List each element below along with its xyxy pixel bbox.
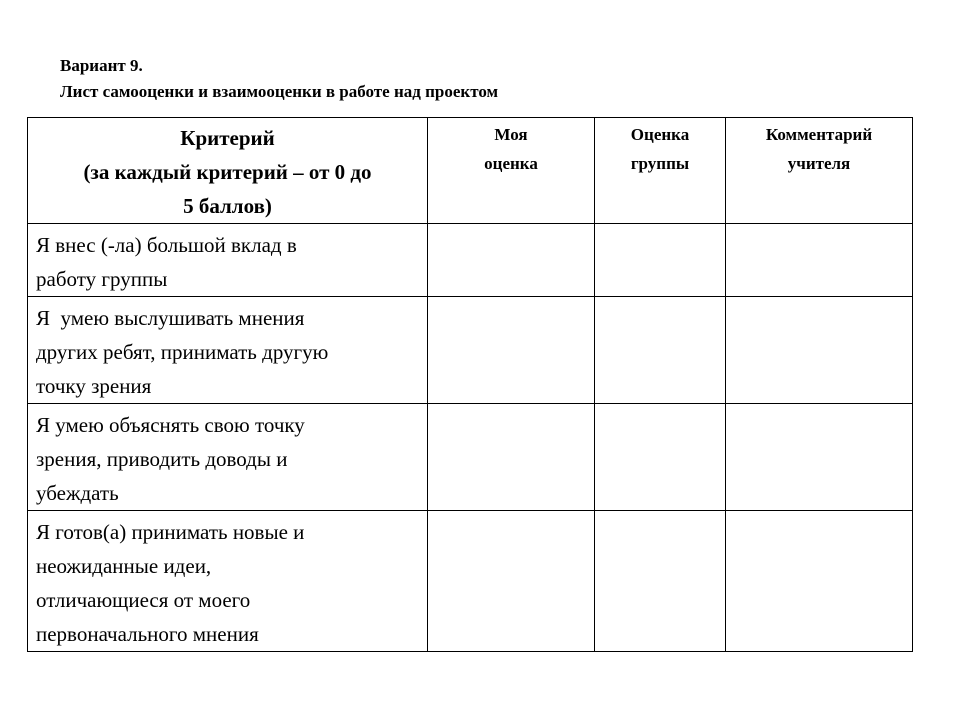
criterion-text-line: первоначального мнения: [36, 622, 259, 646]
document-heading: [60, 53, 498, 105]
teacher-comment-cell[interactable]: [726, 224, 913, 297]
teacher-comment-header: [726, 118, 913, 224]
table-header-row: [28, 118, 913, 224]
table-row: [28, 404, 913, 511]
table-row: [28, 224, 913, 297]
teacher-comment-cell[interactable]: [726, 297, 913, 404]
teacher-comment-cell[interactable]: [726, 511, 913, 652]
self-assessment-table: [27, 117, 913, 652]
criterion-cell: [28, 404, 428, 511]
variant-label: Вариант 9.: [60, 56, 143, 75]
criterion-text-line: работу группы: [36, 267, 168, 291]
my-score-cell[interactable]: [428, 297, 595, 404]
my-score-cell[interactable]: [428, 404, 595, 511]
criterion-header-line: (за каждый критерий – от 0 до: [83, 160, 372, 184]
criterion-text-line: зрения, приводить доводы и: [36, 447, 288, 471]
group-score-cell[interactable]: [595, 511, 726, 652]
criterion-header-line: 5 баллов): [183, 194, 272, 218]
criterion-text-line: точку зрения: [36, 374, 152, 398]
my-score-header-line: Моя: [494, 125, 528, 144]
group-score-header-line: группы: [630, 154, 690, 173]
criterion-text-line: других ребят, принимать другую: [36, 340, 329, 364]
my-score-cell[interactable]: [428, 224, 595, 297]
criterion-cell: [28, 297, 428, 404]
criterion-text-line: Я внес (-ла) большой вклад в: [36, 233, 297, 257]
sheet-title: Лист самооценки и взаимооценки в работе над проектом: [60, 82, 499, 101]
criterion-text-line: Я готов(а) принимать новые и: [36, 520, 305, 544]
group-score-header-line: Оценка: [630, 125, 690, 144]
criterion-text-line: неожиданные идеи,: [36, 554, 212, 578]
group-score-cell[interactable]: [595, 404, 726, 511]
criterion-header: [28, 118, 428, 224]
table-row: [28, 297, 913, 404]
group-score-cell[interactable]: [595, 297, 726, 404]
criterion-text-line: Я умею объяснять свою точку: [36, 413, 305, 437]
my-score-header: [428, 118, 595, 224]
teacher-comment-header-line: Комментарий: [765, 125, 873, 144]
teacher-comment-header-line: учителя: [787, 154, 851, 173]
criterion-text-line: Я умею выслушивать мнения: [36, 306, 305, 330]
table-row: [28, 511, 913, 652]
criterion-header-line: Критерий: [180, 126, 275, 150]
my-score-cell[interactable]: [428, 511, 595, 652]
criterion-cell: [28, 511, 428, 652]
group-score-cell[interactable]: [595, 224, 726, 297]
group-score-header: [595, 118, 726, 224]
criterion-text-line: отличающиеся от моего: [36, 588, 251, 612]
teacher-comment-cell[interactable]: [726, 404, 913, 511]
criterion-text-line: убеждать: [36, 481, 119, 505]
criterion-cell: [28, 224, 428, 297]
my-score-header-line: оценка: [484, 154, 538, 173]
